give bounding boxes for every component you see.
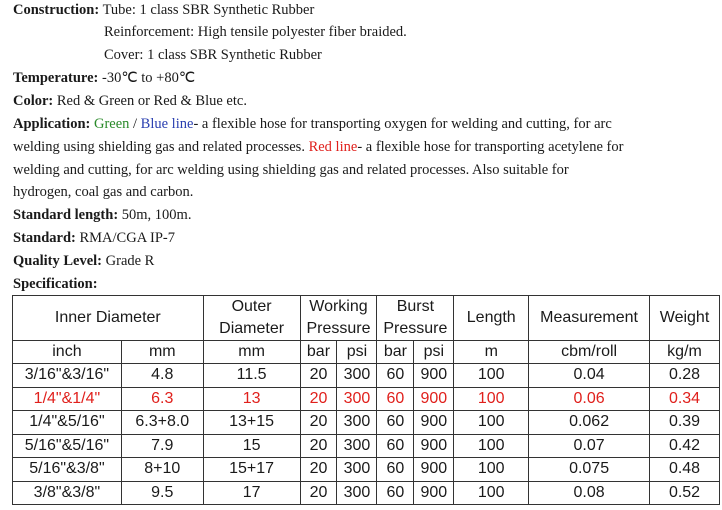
construction-tube: Tube: 1 class SBR Synthetic Rubber (102, 2, 315, 18)
table-cell: 0.52 (650, 481, 720, 505)
weight-header: Weight (650, 296, 720, 341)
table-cell: 0.34 (650, 387, 720, 411)
outer-header-line-1: Outer (231, 298, 272, 315)
application-line-1 (13, 114, 612, 134)
table-cell: 11.5 (203, 364, 300, 388)
table-cell: 300 (337, 387, 377, 411)
table-row (13, 434, 720, 458)
table-cell: 17 (203, 481, 300, 505)
construction-tube-line (13, 0, 314, 20)
temperature-label: Temperature: (13, 70, 99, 86)
burst-pressure-header (377, 296, 454, 341)
construction-label: Construction: (13, 2, 100, 18)
table-cell: 9.5 (121, 481, 203, 505)
temperature-line (13, 68, 195, 88)
working-header-line-2: Pressure (306, 320, 371, 337)
application-line-3: welding and cutting, for arc welding using shielding gas and related processes. Also suitable for (13, 162, 569, 178)
table-cell: 60 (377, 458, 414, 482)
table-cell: 900 (414, 458, 454, 482)
outer-diameter-header (203, 296, 300, 341)
table-cell: 900 (414, 387, 454, 411)
length-header: Length (454, 296, 529, 341)
table-cell: 0.28 (650, 364, 720, 388)
table-cell: 100 (454, 434, 529, 458)
measurement-header: Measurement (529, 296, 650, 341)
table-cell: 100 (454, 387, 529, 411)
table-cell: 20 (300, 434, 337, 458)
table-cell: 60 (377, 411, 414, 435)
table-row-highlighted (13, 387, 720, 411)
quality-line (13, 251, 154, 271)
application-text-2a: welding using shielding gas and related processes. (13, 139, 309, 155)
application-slash: / (129, 116, 141, 132)
table-cell: 0.42 (650, 434, 720, 458)
application-text-1: - a flexible hose for transporting oxygen for welding and cutting, for arc (193, 116, 612, 132)
table-cell: 20 (300, 364, 337, 388)
table-cell: 13 (203, 387, 300, 411)
unit-cell: psi (414, 341, 454, 364)
working-pressure-header (300, 296, 377, 341)
application-blue-line: Blue line (140, 116, 194, 132)
table-cell: 15+17 (203, 458, 300, 482)
table-cell: 300 (337, 364, 377, 388)
unit-cell: bar (300, 341, 337, 364)
table-cell: 3/8"&3/8" (13, 481, 122, 505)
table-cell: 15 (203, 434, 300, 458)
table-cell: 300 (337, 481, 377, 505)
standard-label: Standard: (13, 230, 76, 246)
table-cell: 0.062 (529, 411, 650, 435)
table-header-row (13, 296, 720, 341)
table-row (13, 364, 720, 388)
table-cell: 100 (454, 458, 529, 482)
color-line (13, 91, 247, 111)
inner-diameter-header: Inner Diameter (13, 296, 204, 341)
application-red-line: Red line (308, 139, 358, 155)
unit-cell: psi (337, 341, 377, 364)
table-cell: 1/4"&1/4" (13, 387, 122, 411)
table-cell: 1/4"&5/16" (13, 411, 122, 435)
table-cell: 100 (454, 481, 529, 505)
table-cell: 0.08 (529, 481, 650, 505)
table-cell: 5/16"&3/8" (13, 458, 122, 482)
table-cell: 20 (300, 458, 337, 482)
table-row (13, 458, 720, 482)
table-cell: 20 (300, 411, 337, 435)
table-cell: 60 (377, 481, 414, 505)
unit-cell: inch (13, 341, 122, 364)
table-cell: 100 (454, 411, 529, 435)
table-cell: 3/16"&3/16" (13, 364, 122, 388)
working-header-line-1: Working (309, 298, 368, 315)
table-row (13, 481, 720, 505)
table-cell: 6.3+8.0 (121, 411, 203, 435)
quality-label: Quality Level: (13, 253, 103, 269)
table-cell: 0.06 (529, 387, 650, 411)
specification-table (12, 295, 720, 505)
color-value: Red & Green or Red & Blue etc. (56, 93, 247, 109)
table-units-row (13, 341, 720, 364)
standard-length-label: Standard length: (13, 207, 119, 223)
table-cell: 0.39 (650, 411, 720, 435)
table-cell: 0.07 (529, 434, 650, 458)
standard-line (13, 228, 175, 248)
table-cell: 8+10 (121, 458, 203, 482)
table-cell: 5/16"&5/16" (13, 434, 122, 458)
color-label: Color: (13, 93, 54, 109)
table-cell: 6.3 (121, 387, 203, 411)
table-cell: 60 (377, 387, 414, 411)
table-cell: 300 (337, 458, 377, 482)
unit-cell: kg/m (650, 341, 720, 364)
table-cell: 0.48 (650, 458, 720, 482)
table-row (13, 411, 720, 435)
table-cell: 60 (377, 364, 414, 388)
application-line-2 (13, 137, 623, 157)
table-cell: 4.8 (121, 364, 203, 388)
table-cell: 13+15 (203, 411, 300, 435)
outer-header-line-2: Diameter (219, 320, 285, 337)
table-cell: 0.075 (529, 458, 650, 482)
table-cell: 900 (414, 364, 454, 388)
table-cell: 20 (300, 387, 337, 411)
table-cell: 900 (414, 411, 454, 435)
unit-cell: cbm/roll (529, 341, 650, 364)
unit-cell: m (454, 341, 529, 364)
standard-length-value: 50m, 100m. (121, 207, 192, 223)
table-cell: 0.04 (529, 364, 650, 388)
application-line-4: hydrogen, coal gas and carbon. (13, 184, 194, 200)
table-cell: 900 (414, 434, 454, 458)
unit-cell: mm (121, 341, 203, 364)
unit-cell: mm (203, 341, 300, 364)
table-cell: 20 (300, 481, 337, 505)
application-text-2b: - a flexible hose for transporting acetylene for (357, 139, 624, 155)
construction-cover: Cover: 1 class SBR Synthetic Rubber (104, 47, 322, 63)
standard-length-line (13, 205, 191, 225)
table-cell: 900 (414, 481, 454, 505)
table-cell: 60 (377, 434, 414, 458)
burst-header-line-1: Burst (396, 298, 435, 315)
specification-label: Specification: (13, 276, 98, 292)
standard-value: RMA/CGA IP-7 (79, 230, 175, 246)
application-green: Green (93, 116, 130, 132)
table-cell: 7.9 (121, 434, 203, 458)
table-cell: 100 (454, 364, 529, 388)
quality-value: Grade R (105, 253, 155, 269)
application-label: Application: (13, 116, 91, 132)
burst-header-line-2: Pressure (383, 320, 448, 337)
construction-reinforcement: Reinforcement: High tensile polyester fiber braided. (104, 24, 407, 40)
unit-cell: bar (377, 341, 414, 364)
temperature-value: -30℃ to +80℃ (102, 70, 196, 86)
table-cell: 300 (337, 411, 377, 435)
table-cell: 300 (337, 434, 377, 458)
